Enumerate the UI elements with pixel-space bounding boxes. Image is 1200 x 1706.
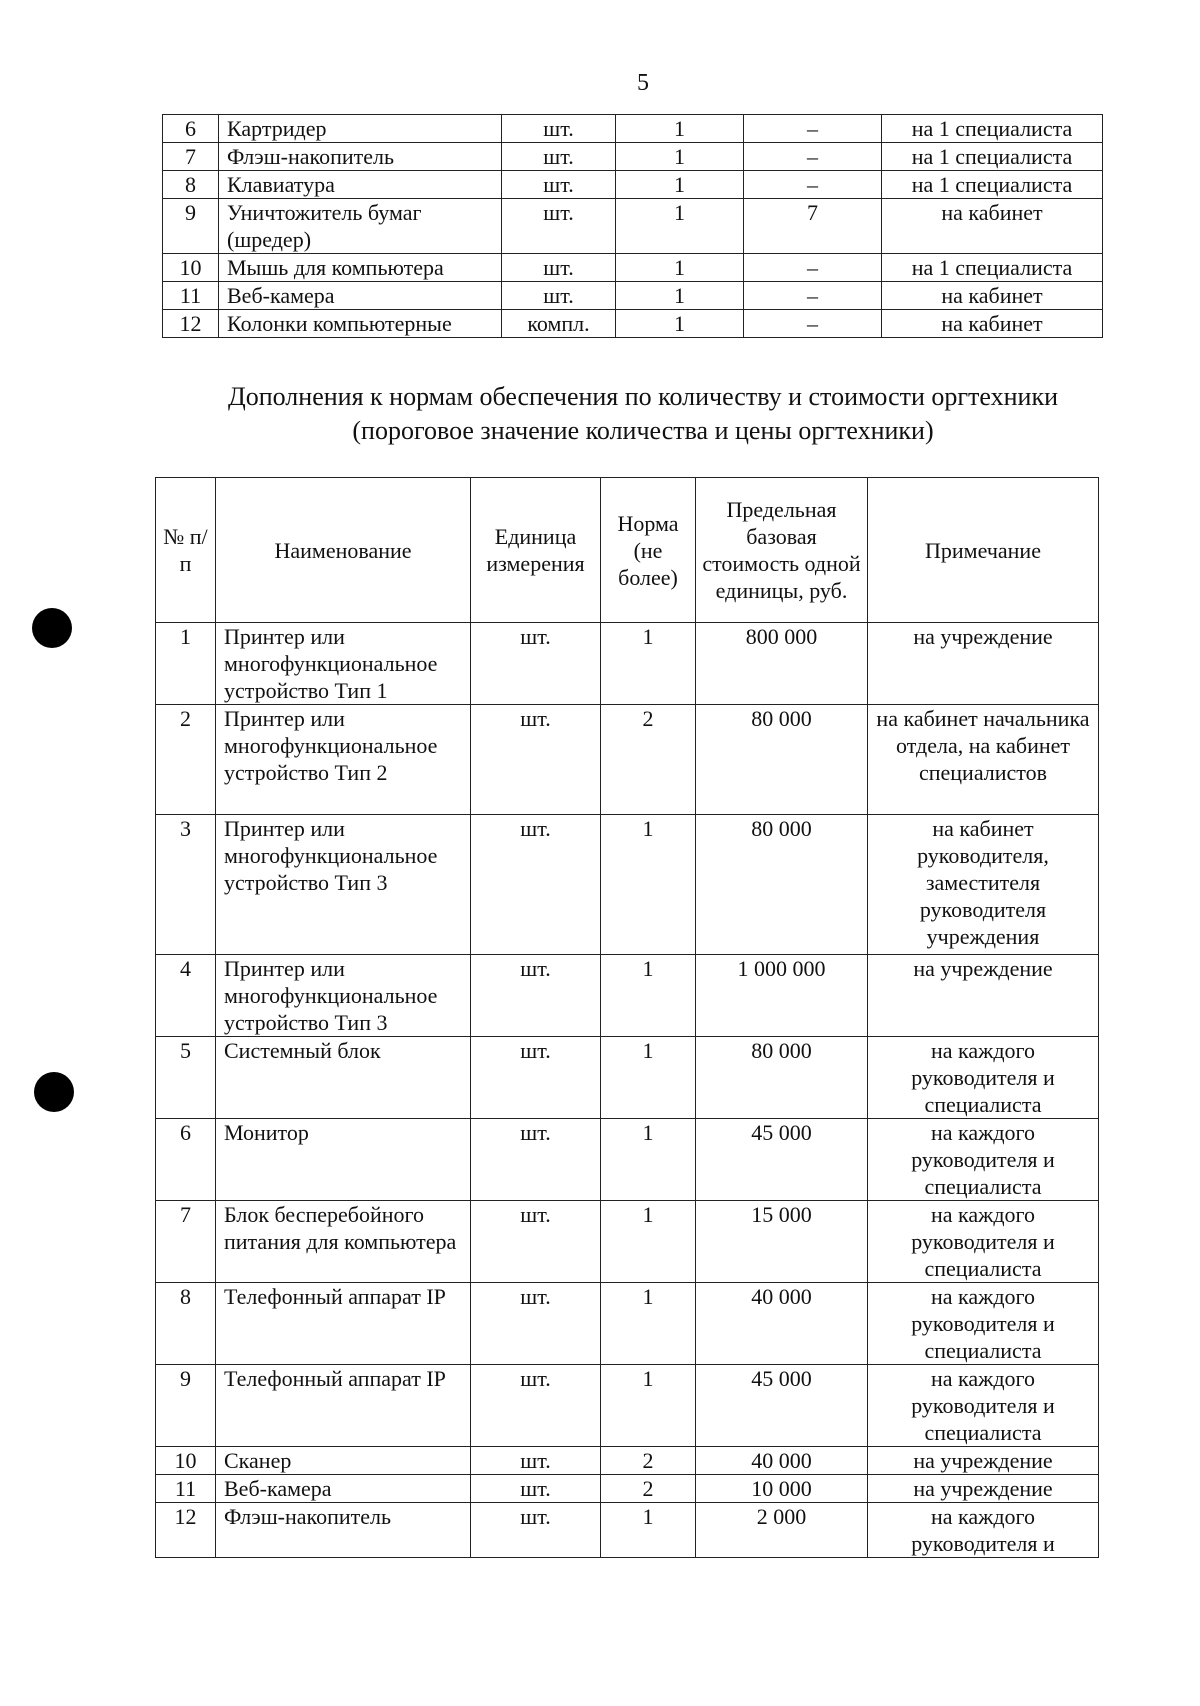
cell-norm: 2 bbox=[601, 1447, 696, 1475]
cell-extra: – bbox=[744, 143, 882, 171]
cell-unit: шт. bbox=[471, 1503, 601, 1558]
table-row bbox=[156, 1447, 1099, 1475]
table-header-row bbox=[156, 478, 1099, 623]
cell-note: на учреждение bbox=[868, 623, 1099, 705]
cell-unit: шт. bbox=[471, 1201, 601, 1283]
cell-price: 2 000 bbox=[696, 1503, 868, 1558]
cell-norm: 1 bbox=[616, 143, 744, 171]
cell-num: 12 bbox=[156, 1503, 216, 1558]
punch-hole-upper bbox=[32, 608, 72, 648]
header-name: Наименование bbox=[216, 478, 471, 623]
cell-num: 4 bbox=[156, 955, 216, 1037]
table-row bbox=[156, 1503, 1099, 1558]
cell-unit: шт. bbox=[471, 1475, 601, 1503]
cell-norm: 1 bbox=[616, 171, 744, 199]
cell-num: 12 bbox=[163, 310, 219, 338]
cell-unit: шт. bbox=[502, 143, 616, 171]
cell-norm: 1 bbox=[616, 282, 744, 310]
cell-unit: шт. bbox=[502, 171, 616, 199]
cell-norm: 1 bbox=[601, 1119, 696, 1201]
cell-unit: шт. bbox=[471, 955, 601, 1037]
table-row bbox=[163, 143, 1103, 171]
table-row bbox=[163, 282, 1103, 310]
cell-num: 9 bbox=[163, 199, 219, 254]
cell-unit: шт. bbox=[502, 199, 616, 254]
cell-note: на учреждение bbox=[868, 955, 1099, 1037]
cell-num: 10 bbox=[156, 1447, 216, 1475]
cell-extra: – bbox=[744, 282, 882, 310]
cell-name: Сканер bbox=[216, 1447, 471, 1475]
cell-note: на каждого руководителя и bbox=[868, 1503, 1099, 1558]
cell-unit: шт. bbox=[502, 115, 616, 143]
table-row bbox=[156, 1283, 1099, 1365]
cell-note: на 1 специалиста bbox=[882, 115, 1103, 143]
cell-price: 80 000 bbox=[696, 705, 868, 815]
cell-name: Флэш-накопитель bbox=[219, 143, 502, 171]
table-row bbox=[156, 623, 1099, 705]
table-row bbox=[156, 1119, 1099, 1201]
cell-name: Веб-камера bbox=[219, 282, 502, 310]
cell-num: 8 bbox=[163, 171, 219, 199]
cell-num: 6 bbox=[156, 1119, 216, 1201]
cell-name: Системный блок bbox=[216, 1037, 471, 1119]
cell-unit: шт. bbox=[471, 623, 601, 705]
table-row bbox=[156, 955, 1099, 1037]
cell-name: Блок бесперебойного питания для компьютера bbox=[216, 1201, 471, 1283]
cell-price: 45 000 bbox=[696, 1365, 868, 1447]
cell-norm: 1 bbox=[601, 955, 696, 1037]
cell-note: на кабинет руководителя, заместителя руководителя учреждения bbox=[868, 815, 1099, 955]
cell-norm: 1 bbox=[616, 254, 744, 282]
table-row bbox=[156, 1037, 1099, 1119]
cell-note: на каждого руководителя и специалиста bbox=[868, 1037, 1099, 1119]
cell-note: на кабинет bbox=[882, 282, 1103, 310]
table-row bbox=[156, 1365, 1099, 1447]
cell-note: на учреждение bbox=[868, 1475, 1099, 1503]
table-row bbox=[156, 1201, 1099, 1283]
table-row bbox=[156, 1475, 1099, 1503]
cell-unit: шт. bbox=[471, 815, 601, 955]
cell-extra: 7 bbox=[744, 199, 882, 254]
cell-name: Колонки компьютерные bbox=[219, 310, 502, 338]
cell-note: на кабинет bbox=[882, 199, 1103, 254]
header-price: Предельная базовая стоимость одной единицы, руб. bbox=[696, 478, 868, 623]
cell-num: 6 bbox=[163, 115, 219, 143]
cell-extra: – bbox=[744, 254, 882, 282]
cell-note: на 1 специалиста bbox=[882, 254, 1103, 282]
table-row bbox=[163, 310, 1103, 338]
cell-note: на каждого руководителя и специалиста bbox=[868, 1283, 1099, 1365]
table-row bbox=[156, 815, 1099, 955]
cell-unit: шт. bbox=[471, 1365, 601, 1447]
cell-note: на каждого руководителя и специалиста bbox=[868, 1119, 1099, 1201]
cell-num: 7 bbox=[156, 1201, 216, 1283]
office-equipment-norms-table bbox=[155, 477, 1099, 1558]
cell-extra: – bbox=[744, 115, 882, 143]
cell-num: 7 bbox=[163, 143, 219, 171]
cell-norm: 1 bbox=[601, 1201, 696, 1283]
equipment-table-continued bbox=[162, 114, 1103, 338]
cell-price: 15 000 bbox=[696, 1201, 868, 1283]
table-row bbox=[163, 254, 1103, 282]
cell-extra: – bbox=[744, 171, 882, 199]
table-row bbox=[163, 115, 1103, 143]
cell-name: Телефонный аппарат IP bbox=[216, 1283, 471, 1365]
cell-note: на 1 специалиста bbox=[882, 171, 1103, 199]
cell-note: на учреждение bbox=[868, 1447, 1099, 1475]
cell-name: Веб-камера bbox=[216, 1475, 471, 1503]
cell-norm: 1 bbox=[601, 623, 696, 705]
cell-name: Принтер или многофункциональное устройство Тип 1 bbox=[216, 623, 471, 705]
cell-name: Клавиатура bbox=[219, 171, 502, 199]
header-norm: Норма (не более) bbox=[601, 478, 696, 623]
cell-unit: шт. bbox=[471, 1119, 601, 1201]
cell-price: 40 000 bbox=[696, 1447, 868, 1475]
cell-unit: шт. bbox=[502, 254, 616, 282]
header-unit: Единица измерения bbox=[471, 478, 601, 623]
cell-num: 5 bbox=[156, 1037, 216, 1119]
header-note: Примечание bbox=[868, 478, 1099, 623]
cell-note: на каждого руководителя и специалиста bbox=[868, 1201, 1099, 1283]
cell-price: 40 000 bbox=[696, 1283, 868, 1365]
cell-unit: шт. bbox=[502, 282, 616, 310]
cell-norm: 2 bbox=[601, 1475, 696, 1503]
cell-name: Мышь для компьютера bbox=[219, 254, 502, 282]
cell-norm: 1 bbox=[601, 1503, 696, 1558]
section-heading-line-1: Дополнения к нормам обеспечения по количеству и стоимости оргтехники bbox=[228, 382, 1058, 411]
cell-name: Телефонный аппарат IP bbox=[216, 1365, 471, 1447]
section-heading-line-2: (пороговое значение количества и цены оргтехники) bbox=[352, 416, 934, 445]
cell-num: 9 bbox=[156, 1365, 216, 1447]
cell-norm: 1 bbox=[616, 199, 744, 254]
cell-note: на 1 специалиста bbox=[882, 143, 1103, 171]
cell-unit: шт. bbox=[471, 1037, 601, 1119]
punch-hole-lower bbox=[34, 1072, 74, 1112]
cell-name: Монитор bbox=[216, 1119, 471, 1201]
cell-num: 1 bbox=[156, 623, 216, 705]
cell-name: Принтер или многофункциональное устройство Тип 2 bbox=[216, 705, 471, 815]
cell-note: на кабинет bbox=[882, 310, 1103, 338]
section-heading bbox=[0, 380, 1200, 448]
cell-norm: 1 bbox=[601, 1037, 696, 1119]
cell-price: 80 000 bbox=[696, 815, 868, 955]
cell-norm: 1 bbox=[616, 115, 744, 143]
table-row bbox=[163, 171, 1103, 199]
cell-norm: 2 bbox=[601, 705, 696, 815]
page-number: 5 bbox=[637, 70, 649, 96]
cell-name: Уничтожитель бумаг (шредер) bbox=[219, 199, 502, 254]
cell-price: 1 000 000 bbox=[696, 955, 868, 1037]
cell-note: на каждого руководителя и специалиста bbox=[868, 1365, 1099, 1447]
cell-unit: компл. bbox=[502, 310, 616, 338]
cell-norm: 1 bbox=[601, 1283, 696, 1365]
cell-norm: 1 bbox=[601, 1365, 696, 1447]
cell-extra: – bbox=[744, 310, 882, 338]
cell-num: 10 bbox=[163, 254, 219, 282]
cell-name: Флэш-накопитель bbox=[216, 1503, 471, 1558]
cell-price: 45 000 bbox=[696, 1119, 868, 1201]
cell-price: 10 000 bbox=[696, 1475, 868, 1503]
cell-num: 2 bbox=[156, 705, 216, 815]
cell-unit: шт. bbox=[471, 1283, 601, 1365]
cell-name: Принтер или многофункциональное устройство Тип 3 bbox=[216, 955, 471, 1037]
table-row bbox=[156, 705, 1099, 815]
table-row bbox=[163, 199, 1103, 254]
cell-price: 80 000 bbox=[696, 1037, 868, 1119]
cell-num: 11 bbox=[156, 1475, 216, 1503]
header-num: № п/п bbox=[156, 478, 216, 623]
cell-norm: 1 bbox=[601, 815, 696, 955]
cell-unit: шт. bbox=[471, 705, 601, 815]
cell-num: 3 bbox=[156, 815, 216, 955]
cell-name: Принтер или многофункциональное устройство Тип 3 bbox=[216, 815, 471, 955]
cell-price: 800 000 bbox=[696, 623, 868, 705]
cell-name: Картридер bbox=[219, 115, 502, 143]
cell-num: 11 bbox=[163, 282, 219, 310]
cell-num: 8 bbox=[156, 1283, 216, 1365]
cell-note: на кабинет начальника отдела, на кабинет специалистов bbox=[868, 705, 1099, 815]
cell-norm: 1 bbox=[616, 310, 744, 338]
cell-unit: шт. bbox=[471, 1447, 601, 1475]
